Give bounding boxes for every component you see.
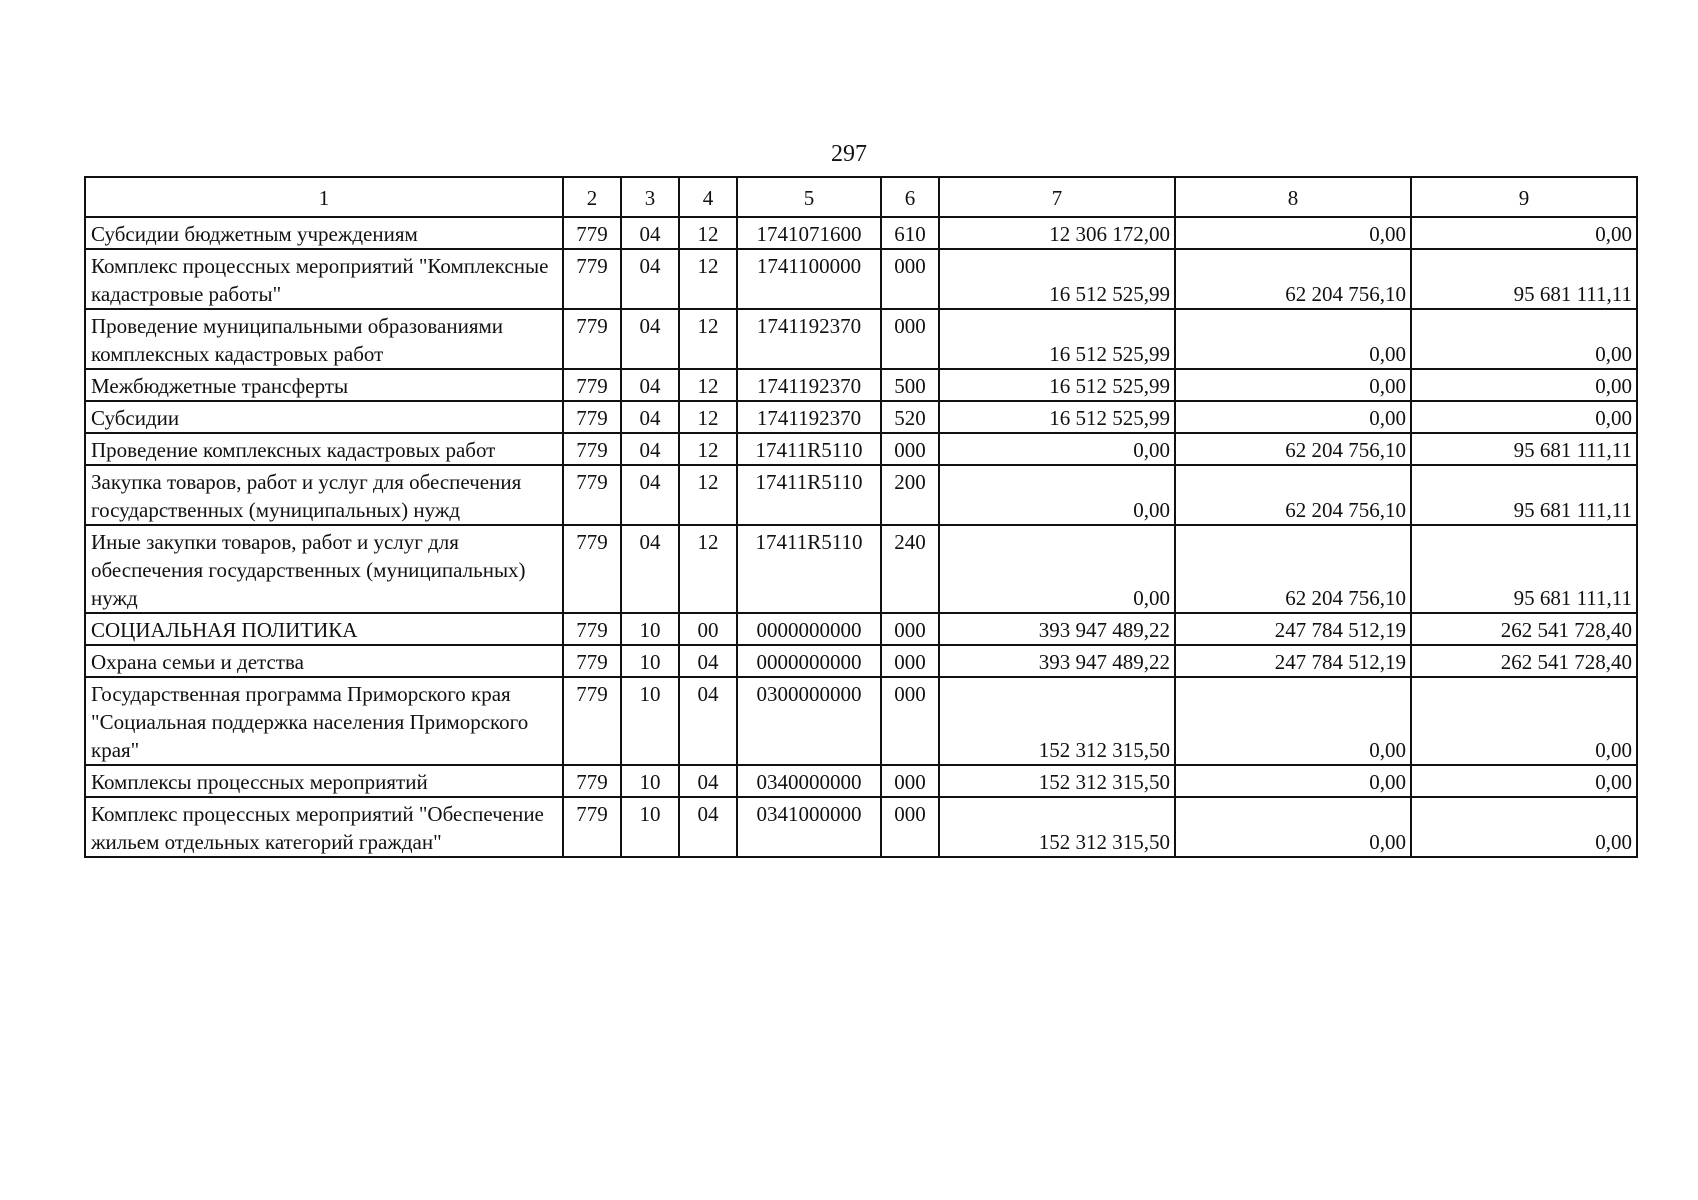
row-name-cell: Субсидии бюджетным учреждениям	[85, 217, 563, 249]
row-amount-8-cell: 0,00	[1175, 369, 1411, 401]
row-code-3-cell: 10	[621, 677, 679, 765]
row-code-3-cell: 04	[621, 309, 679, 369]
row-name-cell: Проведение муниципальными образованиями комплексных кадастровых работ	[85, 309, 563, 369]
row-amount-7-cell: 152 312 315,50	[939, 765, 1175, 797]
row-amount-7-cell: 16 512 525,99	[939, 249, 1175, 309]
row-amount-7-cell: 0,00	[939, 525, 1175, 613]
table-row	[85, 217, 1637, 249]
row-code-6-cell: 200	[881, 465, 939, 525]
row-amount-9-cell: 95 681 111,11	[1411, 249, 1637, 309]
row-code-6-cell: 500	[881, 369, 939, 401]
row-amount-8-cell: 247 784 512,19	[1175, 645, 1411, 677]
row-code-2-cell: 779	[563, 369, 621, 401]
table-row	[85, 369, 1637, 401]
row-code-3-cell: 04	[621, 249, 679, 309]
row-code-5-cell: 0000000000	[737, 645, 881, 677]
row-code-4-cell: 12	[679, 369, 737, 401]
row-code-3-cell: 10	[621, 645, 679, 677]
row-amount-8-cell: 0,00	[1175, 765, 1411, 797]
row-code-2-cell: 779	[563, 677, 621, 765]
row-code-4-cell: 12	[679, 433, 737, 465]
row-name-cell: Комплекс процессных мероприятий "Обеспечение жильем отдельных категорий граждан"	[85, 797, 563, 857]
row-amount-9-cell: 0,00	[1411, 369, 1637, 401]
row-name-cell: Межбюджетные трансферты	[85, 369, 563, 401]
row-amount-9-cell: 95 681 111,11	[1411, 525, 1637, 613]
row-amount-7-cell: 16 512 525,99	[939, 401, 1175, 433]
row-amount-8-cell: 247 784 512,19	[1175, 613, 1411, 645]
row-name-cell: Охрана семьи и детства	[85, 645, 563, 677]
row-amount-7-cell: 16 512 525,99	[939, 369, 1175, 401]
row-amount-9-cell: 0,00	[1411, 765, 1637, 797]
row-amount-9-cell: 262 541 728,40	[1411, 613, 1637, 645]
row-code-4-cell: 12	[679, 217, 737, 249]
row-name-cell: Государственная программа Приморского края "Социальная поддержка населения Приморского края"	[85, 677, 563, 765]
row-code-4-cell: 12	[679, 249, 737, 309]
row-code-6-cell: 000	[881, 433, 939, 465]
row-amount-7-cell: 16 512 525,99	[939, 309, 1175, 369]
table-header	[85, 177, 1637, 217]
row-code-3-cell: 04	[621, 525, 679, 613]
row-amount-8-cell: 0,00	[1175, 401, 1411, 433]
row-code-5-cell: 1741192370	[737, 369, 881, 401]
column-header-4: 4	[679, 177, 737, 217]
row-code-3-cell: 04	[621, 465, 679, 525]
header-row	[85, 177, 1637, 217]
row-code-5-cell: 0341000000	[737, 797, 881, 857]
row-amount-7-cell: 0,00	[939, 465, 1175, 525]
table-row	[85, 645, 1637, 677]
row-code-5-cell: 0300000000	[737, 677, 881, 765]
row-amount-8-cell: 62 204 756,10	[1175, 433, 1411, 465]
table-row	[85, 525, 1637, 613]
row-code-5-cell: 0340000000	[737, 765, 881, 797]
table-row	[85, 433, 1637, 465]
row-code-4-cell: 12	[679, 309, 737, 369]
row-amount-7-cell: 12 306 172,00	[939, 217, 1175, 249]
table-row	[85, 613, 1637, 645]
row-code-4-cell: 12	[679, 465, 737, 525]
row-code-2-cell: 779	[563, 525, 621, 613]
row-name-cell: Иные закупки товаров, работ и услуг для обеспечения государственных (муниципальных) нужд	[85, 525, 563, 613]
row-amount-9-cell: 0,00	[1411, 401, 1637, 433]
row-code-2-cell: 779	[563, 465, 621, 525]
row-code-2-cell: 779	[563, 645, 621, 677]
row-code-3-cell: 04	[621, 433, 679, 465]
column-header-6: 6	[881, 177, 939, 217]
row-name-cell: Субсидии	[85, 401, 563, 433]
row-code-3-cell: 04	[621, 217, 679, 249]
row-amount-9-cell: 262 541 728,40	[1411, 645, 1637, 677]
row-amount-8-cell: 62 204 756,10	[1175, 525, 1411, 613]
row-amount-7-cell: 0,00	[939, 433, 1175, 465]
row-code-6-cell: 000	[881, 613, 939, 645]
row-code-3-cell: 10	[621, 613, 679, 645]
row-amount-7-cell: 393 947 489,22	[939, 613, 1175, 645]
row-amount-8-cell: 0,00	[1175, 797, 1411, 857]
row-name-cell: Проведение комплексных кадастровых работ	[85, 433, 563, 465]
column-header-9: 9	[1411, 177, 1637, 217]
table-row	[85, 797, 1637, 857]
row-amount-7-cell: 393 947 489,22	[939, 645, 1175, 677]
row-code-4-cell: 12	[679, 401, 737, 433]
row-code-5-cell: 17411R5110	[737, 465, 881, 525]
row-code-2-cell: 779	[563, 765, 621, 797]
row-code-6-cell: 000	[881, 249, 939, 309]
column-header-7: 7	[939, 177, 1175, 217]
row-amount-9-cell: 0,00	[1411, 677, 1637, 765]
row-code-3-cell: 04	[621, 369, 679, 401]
row-code-6-cell: 520	[881, 401, 939, 433]
column-header-3: 3	[621, 177, 679, 217]
table-row	[85, 401, 1637, 433]
row-code-3-cell: 10	[621, 797, 679, 857]
table-row	[85, 765, 1637, 797]
row-code-5-cell: 1741192370	[737, 401, 881, 433]
row-name-cell: Комплекс процессных мероприятий "Комплексные кадастровые работы"	[85, 249, 563, 309]
table-row	[85, 309, 1637, 369]
row-code-5-cell: 1741192370	[737, 309, 881, 369]
row-amount-8-cell: 62 204 756,10	[1175, 465, 1411, 525]
row-code-2-cell: 779	[563, 217, 621, 249]
row-code-5-cell: 17411R5110	[737, 525, 881, 613]
table-row	[85, 677, 1637, 765]
row-amount-9-cell: 0,00	[1411, 309, 1637, 369]
row-code-6-cell: 000	[881, 677, 939, 765]
row-code-2-cell: 779	[563, 401, 621, 433]
row-code-2-cell: 779	[563, 797, 621, 857]
row-code-4-cell: 00	[679, 613, 737, 645]
table-row	[85, 465, 1637, 525]
row-amount-9-cell: 0,00	[1411, 797, 1637, 857]
table-body	[85, 217, 1637, 857]
row-code-2-cell: 779	[563, 613, 621, 645]
row-amount-9-cell: 0,00	[1411, 217, 1637, 249]
row-amount-7-cell: 152 312 315,50	[939, 797, 1175, 857]
row-name-cell: СОЦИАЛЬНАЯ ПОЛИТИКА	[85, 613, 563, 645]
row-name-cell: Комплексы процессных мероприятий	[85, 765, 563, 797]
row-amount-8-cell: 0,00	[1175, 677, 1411, 765]
row-amount-8-cell: 0,00	[1175, 309, 1411, 369]
row-code-4-cell: 04	[679, 797, 737, 857]
column-header-1: 1	[85, 177, 563, 217]
column-header-8: 8	[1175, 177, 1411, 217]
row-amount-8-cell: 62 204 756,10	[1175, 249, 1411, 309]
row-code-2-cell: 779	[563, 433, 621, 465]
row-code-5-cell: 1741071600	[737, 217, 881, 249]
row-amount-9-cell: 95 681 111,11	[1411, 433, 1637, 465]
row-code-6-cell: 610	[881, 217, 939, 249]
row-code-6-cell: 000	[881, 309, 939, 369]
page-number: 297	[831, 141, 867, 167]
row-code-4-cell: 04	[679, 765, 737, 797]
row-code-4-cell: 04	[679, 645, 737, 677]
row-name-cell: Закупка товаров, работ и услуг для обеспечения государственных (муниципальных) нужд	[85, 465, 563, 525]
row-code-3-cell: 10	[621, 765, 679, 797]
row-code-5-cell: 17411R5110	[737, 433, 881, 465]
column-header-2: 2	[563, 177, 621, 217]
row-code-6-cell: 000	[881, 765, 939, 797]
row-code-2-cell: 779	[563, 249, 621, 309]
table-row	[85, 249, 1637, 309]
row-amount-9-cell: 95 681 111,11	[1411, 465, 1637, 525]
column-header-5: 5	[737, 177, 881, 217]
row-code-5-cell: 1741100000	[737, 249, 881, 309]
row-code-4-cell: 04	[679, 677, 737, 765]
budget-table	[84, 176, 1638, 858]
row-code-5-cell: 0000000000	[737, 613, 881, 645]
row-code-6-cell: 240	[881, 525, 939, 613]
row-amount-7-cell: 152 312 315,50	[939, 677, 1175, 765]
row-amount-8-cell: 0,00	[1175, 217, 1411, 249]
row-code-2-cell: 779	[563, 309, 621, 369]
row-code-4-cell: 12	[679, 525, 737, 613]
row-code-6-cell: 000	[881, 797, 939, 857]
row-code-6-cell: 000	[881, 645, 939, 677]
row-code-3-cell: 04	[621, 401, 679, 433]
